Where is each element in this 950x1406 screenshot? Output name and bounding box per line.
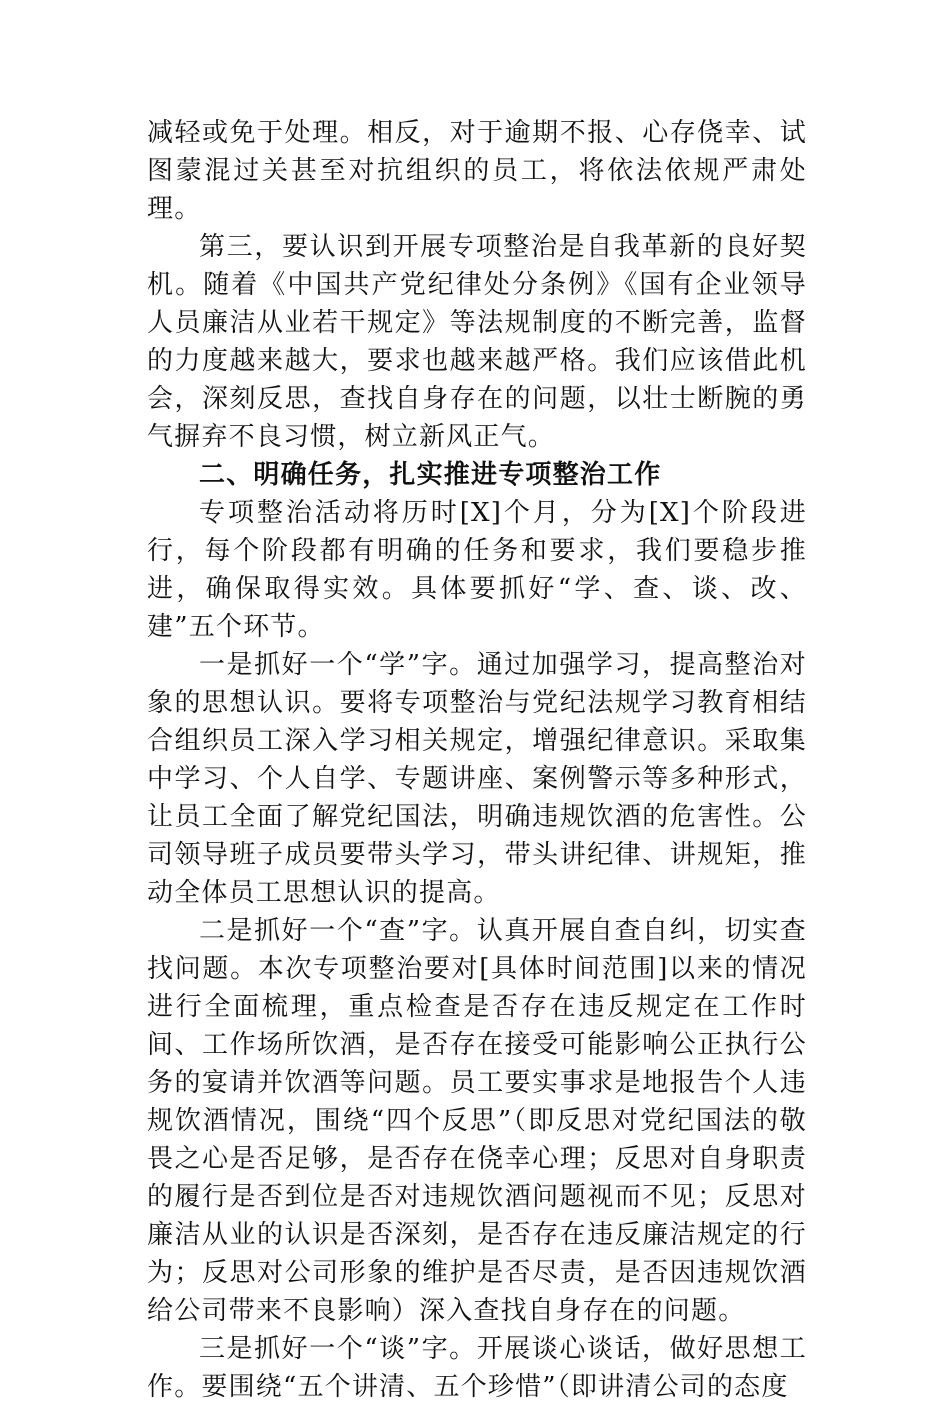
document-page [147, 114, 807, 1406]
paragraph-overview: 专项整治活动将历时[X]个月，分为[X]个阶段进行，每个阶段都有明确的任务和要求，我们要稳步推进，确保取得实效。具体要抓好“学、查、谈、改、建”五个环节。 [147, 498, 807, 642]
paragraph-third-point: 第三，要认识到开展专项整治是自我革新的良好契机。随着《中国共产党纪律处分条例》《国有企业领导人员廉洁从业若干规定》等法规制度的不断完善，监督的力度越来越大，要求也越来越严格。我们应该借此机会，深刻反思，查找自身存在的问题，以壮士断腕的勇气摒弃不良习惯，树立新风正气。 [147, 232, 807, 452]
section-heading: 二、明确任务，扎实推进专项整治工作 [199, 460, 662, 490]
paragraph-continuation: 减轻或免于处理。相反，对于逾期不报、心存侥幸、试图蒙混过关甚至对抗组织的员工，将依法依规严肃处理。 [147, 118, 807, 224]
paragraph-study: 一是抓好一个“学”字。通过加强学习，提高整治对象的思想认识。要将专项整治与党纪法规学习教育相结合组织员工深入学习相关规定，增强纪律意识。采取集中学习、个人自学、专题讲座、案例警示等多种形式，让员工全面了解党纪国法，明确违规饮酒的危害性。公司领导班子成员要带头学习，带头讲纪律、讲规矩，推动全体员工思想认识的提高。 [147, 650, 807, 908]
paragraph-talk: 三是抓好一个“谈”字。开展谈心谈话，做好思想工作。要围绕“五个讲清、五个珍惜”（即讲清公司的态度 [147, 1334, 807, 1402]
paragraph-inspect: 二是抓好一个“查”字。认真开展自查自纠，切实查找问题。本次专项整治要对[具体时间范围]以来的情况进行全面梳理，重点检查是否存在违反规定在工作时间、工作场所饮酒，是否存在接受可能影响公正执行公务的宴请并饮酒等问题。员工要实事求是地报告个人违规饮酒情况，围绕“四个反思”（即反思对党纪国法的敬畏之心是否足够，是否存在侥幸心理；反思对自身职责的履行是否到位是否对违规饮酒问题视而不见；反思对廉洁从业的认识是否深刻，是否存在违反廉洁规定的行为；反思对公司形象的维护是否尽责，是否因违规饮酒给公司带来不良影响）深入查找自身存在的问题。 [147, 916, 807, 1326]
